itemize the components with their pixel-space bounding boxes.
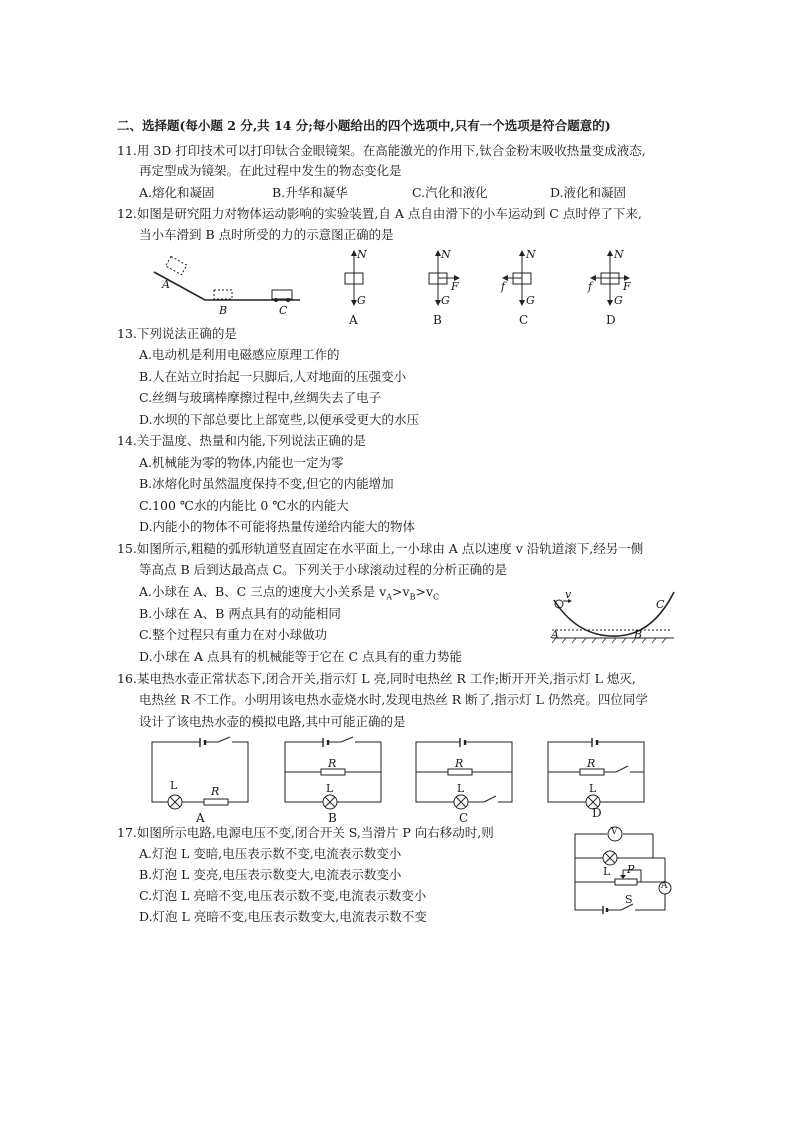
q14-stem: 14.关于温度、热量和内能,下列说法正确的是 [117,433,366,448]
q17-option-c: C.灯泡 L 亮暗不变,电压表示数不变,电流表示数变小 [139,888,427,903]
q12d-g-label: G [614,294,623,307]
q15-point-b: B [634,628,643,641]
q17-s-label: S [625,893,633,906]
q16-circuit-a [150,738,250,810]
q16b-r-label: R [328,757,337,770]
q16-stem-line1: 16.某电热水壶正常状态下,闭合开关,指示灯 L 亮,同时电热丝 R 工作;断开开关,指示灯 L 熄灭, [117,671,636,686]
q15-point-a: A [551,628,559,641]
q14-option-c: C.100 ℃水的内能比 0 ℃水的内能大 [139,498,349,513]
q12-point-c: C [279,304,288,317]
q15-v-label: v [565,588,572,601]
q15-option-b: B.小球在 A、B 两点具有的动能相同 [139,606,341,621]
q11-stem-line1: 11.用 3D 打印技术可以打印钛合金眼镜架。在高能激光的作用下,钛合金粉末吸收热量变成液态, [117,143,646,158]
q12b-f-label: F [451,280,459,293]
q12c-f-label: f [501,280,506,293]
q12-choice-a: A [349,313,358,327]
q14-option-a: A.机械能为零的物体,内能也一定为零 [139,455,344,470]
q17-option-a: A.灯泡 L 变暗,电压表示数不变,电流表示数变小 [139,846,402,861]
q12b-n-label: N [441,248,451,261]
q15-stem-line1: 15.如图所示,粗糙的弧形轨道竖直固定在水平面上,一小球由 A 点以速度 v 沿轨道滚下,经另一侧 [117,541,644,556]
q16-choice-a: A [196,811,205,825]
q15-stem-line2: 等高点 B 后到达最高点 C。下列关于小球滚动过程的分析正确的是 [139,562,508,577]
q16-stem-line2: 电热丝 R 不工作。小明用该电热水壶烧水时,发现电热丝 R 断了,指示灯 L 仍然亮。四位同学 [139,692,648,707]
q16-circuit-d [546,738,646,810]
q17-stem: 17.如图所示电路,电源电压不变,闭合开关 S,当滑片 P 向右移动时,则 [117,825,494,840]
q11-option-d: D.液化和凝固 [550,185,627,200]
q12-incline-figure [150,252,310,322]
q12-choice-d: D [606,313,616,327]
q12-force-diagram-b [421,248,465,308]
q16c-r-label: R [455,757,464,770]
q17-p-label: P [627,863,635,876]
q13-option-a: A.电动机是利用电磁感应原理工作的 [139,347,340,362]
q12c-g-label: G [526,294,535,307]
q12d-n-label: N [614,248,624,261]
q12-force-diagram-d [585,248,635,308]
q15-track-figure [548,590,678,645]
q14-option-d: D.内能小的物体不可能将热量传递给内能大的物体 [139,519,416,534]
q12a-g-label: G [357,294,366,307]
q11-option-a: A.熔化和凝固 [139,185,215,200]
q11-stem-line2: 再定型成为镜架。在此过程中发生的物态变化是 [139,163,402,178]
q16b-l-label: L [326,782,334,795]
q12d-f-label: f [588,280,593,293]
q16d-r-label: R [587,757,596,770]
q11-option-c: C.汽化和液化 [412,185,488,200]
q12-stem-line2: 当小车滑到 B 点时所受的力的示意图正确的是 [139,227,394,242]
q13-option-c: C.丝绸与玻璃棒摩擦过程中,丝绸失去了电子 [139,390,382,405]
q15-option-c: C.整个过程只有重力在对小球做功 [139,627,328,642]
q15-point-c: C [656,598,665,611]
q16c-l-label: L [457,782,465,795]
q16d-l-label: L [589,782,597,795]
q12-force-diagram-a [335,248,371,308]
q16-circuit-c [414,738,514,810]
q12-choice-b: B [433,313,442,327]
q13-option-b: B.人在站立时抬起一只脚后,人对地面的压强变小 [139,369,407,384]
q17-option-b: B.灯泡 L 变亮,电压表示数变大,电流表示数变小 [139,867,402,882]
q17-l-label: L [603,865,611,878]
q15-option-d: D.小球在 A 点具有的机械能等于它在 C 点具有的重力势能 [139,649,463,664]
q12b-g-label: G [441,294,450,307]
q12-point-b: B [219,304,228,317]
q17-option-d: D.灯泡 L 亮暗不变,电压表示数变大,电流表示数不变 [139,909,427,924]
q14-option-b: B.冰熔化时虽然温度保持不变,但它的内能增加 [139,476,394,491]
q16-choice-b: B [328,811,337,825]
section-header: 二、选择题(每小题 2 分,共 14 分;每小题给出的四个选项中,只有一个选项是符合题意的) [117,118,611,133]
q16-choice-d: D [592,806,602,820]
q11-option-b: B.升华和凝华 [272,185,348,200]
q13-option-d: D.水坝的下部总要比上部宽些,以便承受更大的水压 [139,412,420,427]
q12-point-a: A [162,278,170,291]
q12c-n-label: N [526,248,536,261]
q16-choice-c: C [459,811,469,825]
q13-stem: 13.下列说法正确的是 [117,326,237,341]
q17-ammeter-label: A [661,881,668,891]
q16a-r-label: R [211,785,220,798]
q12-stem-line1: 12.如图是研究阻力对物体运动影响的实验装置,自 A 点自由滑下的小车运动到 C 点时停了下来, [117,206,642,221]
q12-choice-c: C [519,313,529,327]
q12-force-diagram-c [499,248,545,308]
q17-circuit-figure [565,826,685,918]
q12d-ff-label: F [623,280,631,293]
q15-option-a: A.小球在 A、B、C 三点的速度大小关系是 $v_A>v_B>v_C$ [139,584,440,602]
q12a-n-label: N [357,248,367,261]
q16-circuit-b [283,738,383,810]
q16-stem-line3: 设计了该电热水壶的模拟电路,其中可能正确的是 [139,714,406,729]
q17-voltmeter-label: V [611,827,618,837]
q16a-l-label: L [170,779,178,792]
